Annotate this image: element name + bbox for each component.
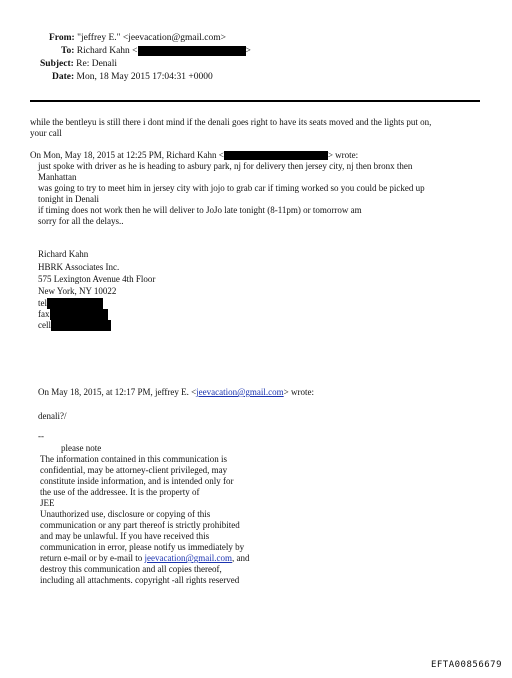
quote2-intro-prefix: On May 18, 2015, at 12:17 PM, jeffrey E. <	[38, 387, 197, 397]
signature-fax	[38, 309, 108, 320]
body-line: while the bentleyu is still there i dont mind if the denali goes right to have its seats moved and the lights put on,	[30, 117, 432, 127]
header-subject	[40, 58, 117, 70]
quote-intro	[30, 150, 358, 161]
email-link[interactable]: jeevacation@gmail.com	[196, 387, 284, 397]
disclaimer-line: and may be unlawful. If you have received this	[40, 531, 210, 541]
subject-value: Re: Denali	[76, 59, 118, 69]
quote2-message: denali?/	[38, 411, 67, 421]
disclaimer-line: confidential, may be attorney-client privileged, may	[40, 465, 228, 475]
quote-line: Manhattan	[38, 172, 77, 182]
signature-address: 575 Lexington Avenue 4th Floor	[38, 274, 156, 284]
quote-line: if timing does not work then he will deliver to JoJo late tonight (8-11pm) or tomorrow am	[38, 205, 362, 215]
disclaimer-line: Unauthorized use, disclosure or copying of this	[40, 509, 211, 519]
header-to	[61, 45, 251, 57]
redaction-block	[51, 320, 111, 331]
signature-cell	[38, 320, 111, 331]
to-value-prefix: Richard Kahn <	[76, 46, 138, 56]
signature-name: Richard Kahn	[38, 249, 89, 259]
signature-company: HBRK Associates Inc.	[38, 262, 120, 272]
quote-line: tonight in Denali	[38, 194, 99, 204]
disclaimer-line: communication in error, please notify us immediately by	[40, 542, 245, 552]
disclaimer-link-suffix: , and	[231, 553, 250, 563]
quote2-intro-suffix: > wrote:	[283, 387, 314, 397]
disclaimer-line: including all attachments. copyright -all rights reserved	[40, 575, 240, 585]
email-link[interactable]: jeevacation@gmail.com	[144, 553, 232, 563]
to-label: To:	[61, 46, 75, 56]
date-label: Date:	[52, 72, 75, 82]
tel-label: tel	[38, 298, 47, 308]
disclaimer-link-prefix: return e-mail or by e-mail to	[40, 553, 145, 563]
quote-intro-suffix: > wrote:	[327, 150, 359, 160]
bates-number: EFTA00856679	[430, 660, 502, 670]
header-divider	[30, 100, 480, 102]
from-value: "jeffrey E." <jeevacation@gmail.com>	[77, 33, 226, 43]
disclaimer-heading: please note	[61, 443, 102, 453]
redaction-block	[50, 309, 108, 320]
date-value: Mon, 18 May 2015 17:04:31 +0000	[76, 72, 213, 82]
quote-intro-prefix: On Mon, May 18, 2015 at 12:25 PM, Richard Kahn <	[30, 150, 224, 160]
redaction-block	[224, 151, 328, 160]
subject-label: Subject:	[40, 59, 74, 69]
redaction-block	[47, 298, 103, 309]
disclaimer-line: the use of the addressee. It is the property of	[40, 487, 200, 497]
quote2-intro	[38, 387, 314, 398]
disclaimer-line: communication or any part thereof is strictly prohibited	[40, 520, 240, 530]
signature-separator: --	[38, 431, 44, 441]
disclaimer-line	[40, 553, 249, 564]
disclaimer-line: The information contained in this communication is	[40, 454, 227, 464]
redaction-block	[138, 46, 246, 56]
signature-address: New York, NY 10022	[38, 286, 117, 296]
to-value-suffix: >	[245, 46, 251, 56]
disclaimer-line: constitute inside information, and is intended only for	[40, 476, 234, 486]
signature-tel	[38, 298, 103, 309]
quote-line: was going to try to meet him in jersey city with jojo to grab car if timing worked so you could be picked up	[38, 183, 425, 193]
fax-label: fax	[38, 309, 50, 319]
header-from	[49, 32, 226, 44]
quote-line: just spoke with driver as he is heading to asbury park, nj for delivery then jersey city, nj then bronx then	[38, 161, 413, 171]
quote-line: sorry for all the delays..	[38, 216, 124, 226]
header-date	[52, 71, 213, 83]
from-label: From:	[49, 33, 75, 43]
body-line: your call	[30, 128, 62, 138]
cell-label: cell	[38, 320, 51, 330]
disclaimer-line: JEE	[40, 498, 55, 508]
disclaimer-line: destroy this communication and all copies thereof,	[40, 564, 222, 574]
